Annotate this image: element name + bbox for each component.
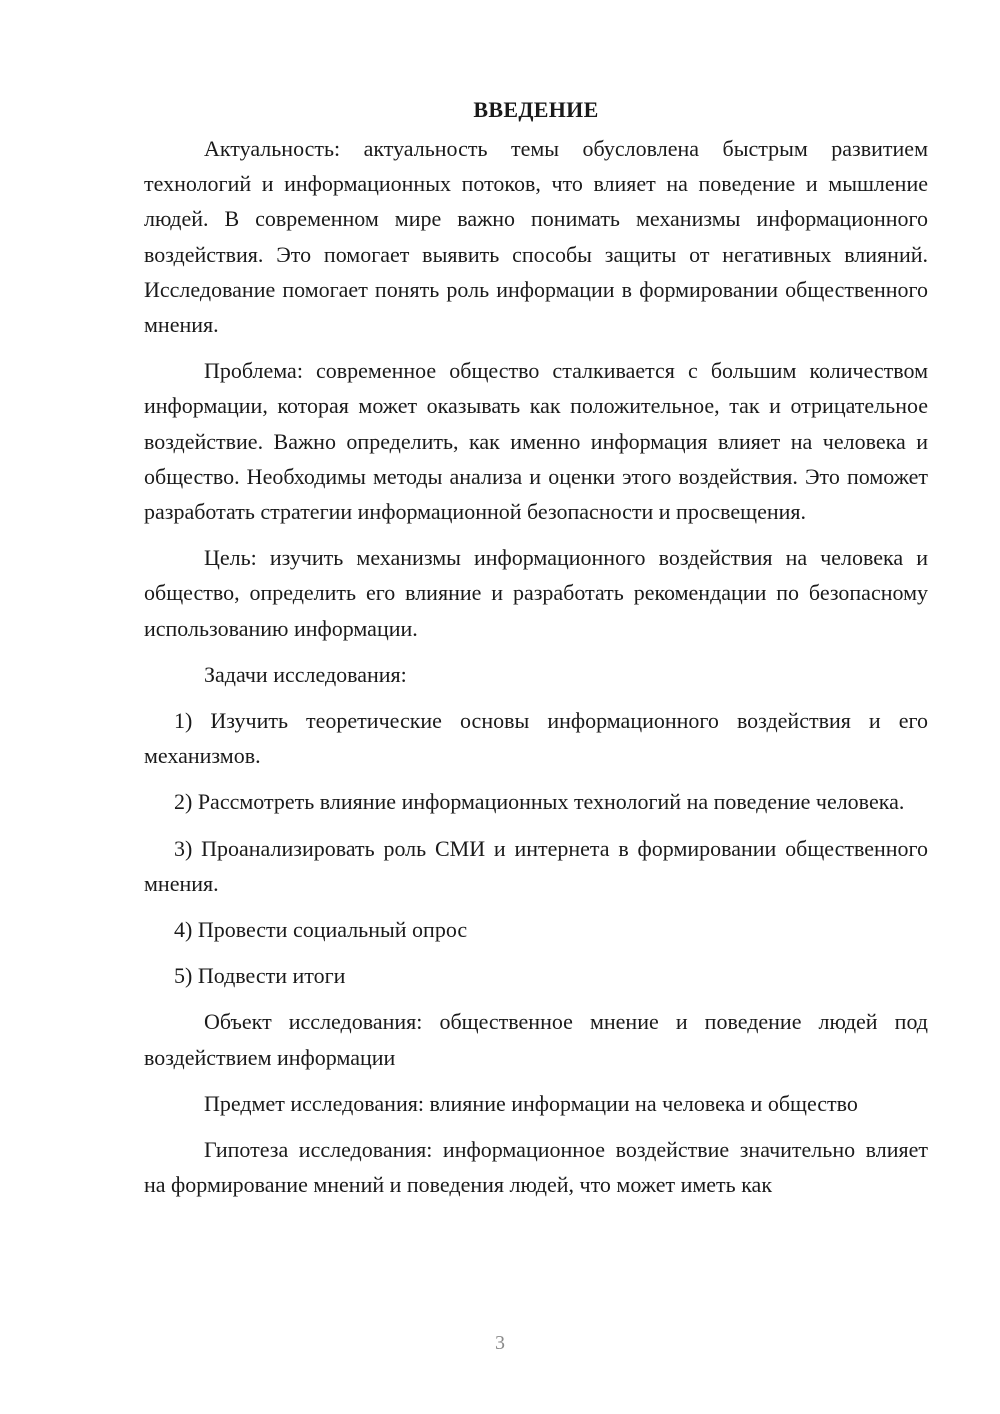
document-page: [144, 92, 928, 1202]
page-number: 3: [495, 1332, 505, 1354]
tasks-title: Задачи исследования:: [204, 661, 407, 687]
paragraph-relevance: Актуальность: актуальность темы обусловлена быстрым развитием технологий и информационных потоков, что влияет на поведение и мышление людей. В современном мире важно понимать механизмы информационного воздействия. Это помогает выявить способы защиты от негативных влияний. Исследование помогает понять роль информации в формировании общественного мнения.: [144, 136, 928, 338]
paragraph-goal: Цель: изучить механизмы информационного воздействия на человека и общество, определить его влияние и разработать рекомендации по безопасному использованию информации.: [144, 545, 928, 641]
task-item-4: 4) Провести социальный опрос: [174, 917, 468, 943]
task-item-3: 3) Проанализировать роль СМИ и интернета в формировании общественного мнения.: [144, 835, 928, 896]
paragraph-problem: Проблема: современное общество сталкивается с большим количеством информации, которая может оказывать как положительное, так и отрицательное воздействие. Важно определить, как именно информация влияет на человека и общество. Необходимы методы анализа и оценки этого воздействия. Это поможет разработать стратегии информационной безопасности и просвещения.: [144, 358, 928, 525]
paragraph-subject: Предмет исследования: влияние информации на человека и общество: [204, 1090, 858, 1116]
section-heading: ВВЕДЕНИЕ: [473, 97, 599, 122]
task-item-2: 2) Рассмотреть влияние информационных технологий на поведение человека.: [174, 789, 905, 815]
paragraph-hypothesis: Гипотеза исследования: информационное воздействие значительно влияет на формирование мнений и поведения людей, что может иметь как: [144, 1137, 928, 1198]
paragraph-object: Объект исследования: общественное мнение и поведение людей под воздействием информации: [144, 1009, 928, 1070]
task-item-5: 5) Подвести итоги: [174, 963, 346, 989]
task-item-1: 1) Изучить теоретические основы информационного воздействия и его механизмов.: [144, 708, 928, 769]
